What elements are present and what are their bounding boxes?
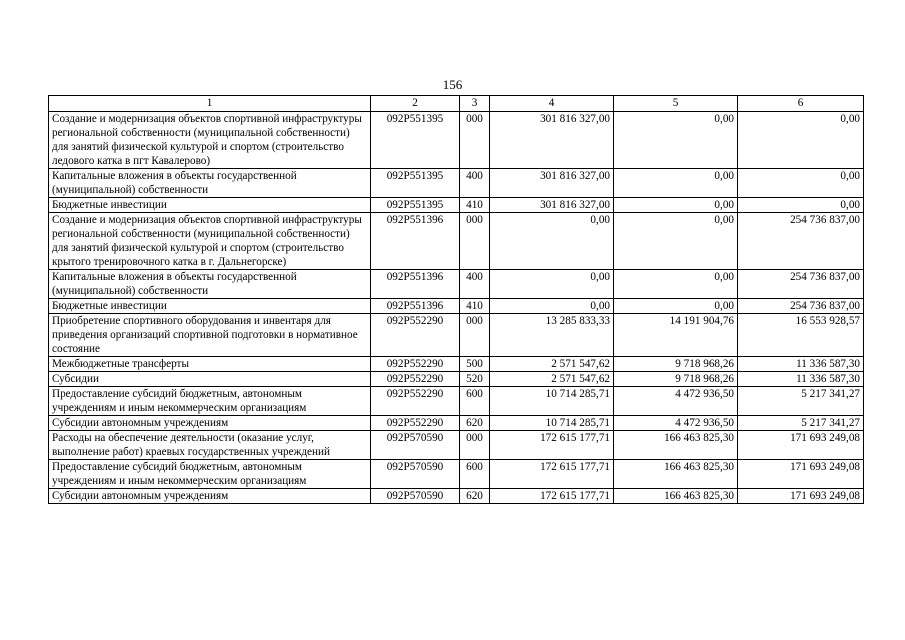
- row-name: Расходы на обеспечение деятельности (оказание услуг, выполнение работ) краевых государственных учреждений: [49, 431, 371, 460]
- table-row: [49, 357, 864, 372]
- row-name: Субсидии автономным учреждениям: [49, 416, 371, 431]
- row-name: Межбюджетные трансферты: [49, 357, 371, 372]
- row-code: 092P552290: [371, 357, 460, 372]
- row-value-col5: 0,00: [614, 198, 738, 213]
- table-row: [49, 460, 864, 489]
- row-value-col5: 0,00: [614, 270, 738, 299]
- row-value-col6: 0,00: [738, 198, 864, 213]
- row-value-col5: 4 472 936,50: [614, 387, 738, 416]
- row-type: 000: [460, 213, 490, 270]
- row-value-col5: 0,00: [614, 169, 738, 198]
- row-value-col6: 0,00: [738, 112, 864, 169]
- row-value-col5: 9 718 968,26: [614, 372, 738, 387]
- table-row: [49, 169, 864, 198]
- row-name: Субсидии: [49, 372, 371, 387]
- row-value-col5: 166 463 825,30: [614, 460, 738, 489]
- row-value-col6: 0,00: [738, 169, 864, 198]
- row-value-col4: 0,00: [490, 299, 614, 314]
- row-type: 400: [460, 169, 490, 198]
- column-header-1: 1: [49, 96, 371, 112]
- row-code: 092P552290: [371, 314, 460, 357]
- row-value-col4: 301 816 327,00: [490, 198, 614, 213]
- table-header: [49, 96, 864, 112]
- row-code: 092P551396: [371, 270, 460, 299]
- row-type: 500: [460, 357, 490, 372]
- column-header-6: 6: [738, 96, 864, 112]
- row-value-col4: 301 816 327,00: [490, 112, 614, 169]
- row-type: 000: [460, 431, 490, 460]
- column-header-2: 2: [371, 96, 460, 112]
- row-value-col5: 0,00: [614, 213, 738, 270]
- row-name: Приобретение спортивного оборудования и инвентаря для приведения организаций спортивной подготовки в нормативное состояние: [49, 314, 371, 357]
- row-value-col6: 171 693 249,08: [738, 431, 864, 460]
- row-type: 410: [460, 198, 490, 213]
- header-row: [49, 96, 864, 112]
- row-value-col6: 11 336 587,30: [738, 357, 864, 372]
- row-value-col4: 301 816 327,00: [490, 169, 614, 198]
- row-value-col5: 4 472 936,50: [614, 416, 738, 431]
- row-value-col6: 254 736 837,00: [738, 299, 864, 314]
- row-name: Капитальные вложения в объекты государственной (муниципальной) собственности: [49, 270, 371, 299]
- column-header-5: 5: [614, 96, 738, 112]
- row-value-col4: 172 615 177,71: [490, 489, 614, 504]
- row-value-col4: 10 714 285,71: [490, 387, 614, 416]
- table-row: [49, 213, 864, 270]
- row-value-col6: 16 553 928,57: [738, 314, 864, 357]
- row-value-col5: 14 191 904,76: [614, 314, 738, 357]
- table-row: [49, 314, 864, 357]
- row-value-col4: 0,00: [490, 213, 614, 270]
- row-type: 520: [460, 372, 490, 387]
- row-value-col6: 171 693 249,08: [738, 460, 864, 489]
- row-code: 092P551395: [371, 112, 460, 169]
- row-value-col5: 0,00: [614, 299, 738, 314]
- row-value-col6: 11 336 587,30: [738, 372, 864, 387]
- row-type: 600: [460, 387, 490, 416]
- table-body: [49, 112, 864, 504]
- row-name: Бюджетные инвестиции: [49, 299, 371, 314]
- row-type: 000: [460, 112, 490, 169]
- table-row: [49, 372, 864, 387]
- column-header-4: 4: [490, 96, 614, 112]
- row-value-col5: 0,00: [614, 112, 738, 169]
- row-type: 000: [460, 314, 490, 357]
- table-row: [49, 112, 864, 169]
- table-row: [49, 489, 864, 504]
- row-value-col6: 254 736 837,00: [738, 213, 864, 270]
- row-value-col5: 166 463 825,30: [614, 431, 738, 460]
- row-code: 092P551395: [371, 198, 460, 213]
- row-name: Создание и модернизация объектов спортивной инфраструктуры региональной собственности (муниципальной собственности) для занятий физической культурой и спортом (строительство крытого тренировочного катка в г. Дальнегорске): [49, 213, 371, 270]
- row-code: 092P552290: [371, 372, 460, 387]
- row-code: 092P552290: [371, 387, 460, 416]
- table-row: [49, 299, 864, 314]
- row-value-col4: 13 285 833,33: [490, 314, 614, 357]
- row-name: Субсидии автономным учреждениям: [49, 489, 371, 504]
- row-value-col6: 5 217 341,27: [738, 387, 864, 416]
- row-code: 092P551395: [371, 169, 460, 198]
- row-value-col6: 254 736 837,00: [738, 270, 864, 299]
- row-code: 092P552290: [371, 416, 460, 431]
- row-value-col6: 171 693 249,08: [738, 489, 864, 504]
- table-row: [49, 387, 864, 416]
- row-value-col5: 166 463 825,30: [614, 489, 738, 504]
- row-value-col4: 172 615 177,71: [490, 431, 614, 460]
- row-value-col4: 2 571 547,62: [490, 357, 614, 372]
- row-value-col5: 9 718 968,26: [614, 357, 738, 372]
- row-code: 092P570590: [371, 460, 460, 489]
- row-value-col4: 10 714 285,71: [490, 416, 614, 431]
- page-number: 156: [442, 77, 463, 92]
- budget-table: [48, 95, 864, 504]
- row-name: Предоставление субсидий бюджетным, автономным учреждениям и иным некоммерческим организациям: [49, 460, 371, 489]
- row-name: Предоставление субсидий бюджетным, автономным учреждениям и иным некоммерческим организациям: [49, 387, 371, 416]
- row-code: 092P570590: [371, 489, 460, 504]
- row-type: 400: [460, 270, 490, 299]
- table-row: [49, 431, 864, 460]
- row-code: 092P551396: [371, 213, 460, 270]
- row-value-col4: 2 571 547,62: [490, 372, 614, 387]
- row-type: 620: [460, 489, 490, 504]
- table-row: [49, 198, 864, 213]
- column-header-3: 3: [460, 96, 490, 112]
- row-name: Бюджетные инвестиции: [49, 198, 371, 213]
- row-name: Капитальные вложения в объекты государственной (муниципальной) собственности: [49, 169, 371, 198]
- row-value-col4: 172 615 177,71: [490, 460, 614, 489]
- row-name: Создание и модернизация объектов спортивной инфраструктуры региональной собственности (муниципальной собственности) для занятий физической культурой и спортом (строительство ледового катка в пгт Кавалерово): [49, 112, 371, 169]
- table-row: [49, 270, 864, 299]
- row-type: 620: [460, 416, 490, 431]
- row-code: 092P551396: [371, 299, 460, 314]
- row-type: 600: [460, 460, 490, 489]
- row-type: 410: [460, 299, 490, 314]
- table-row: [49, 416, 864, 431]
- row-value-col6: 5 217 341,27: [738, 416, 864, 431]
- row-code: 092P570590: [371, 431, 460, 460]
- row-value-col4: 0,00: [490, 270, 614, 299]
